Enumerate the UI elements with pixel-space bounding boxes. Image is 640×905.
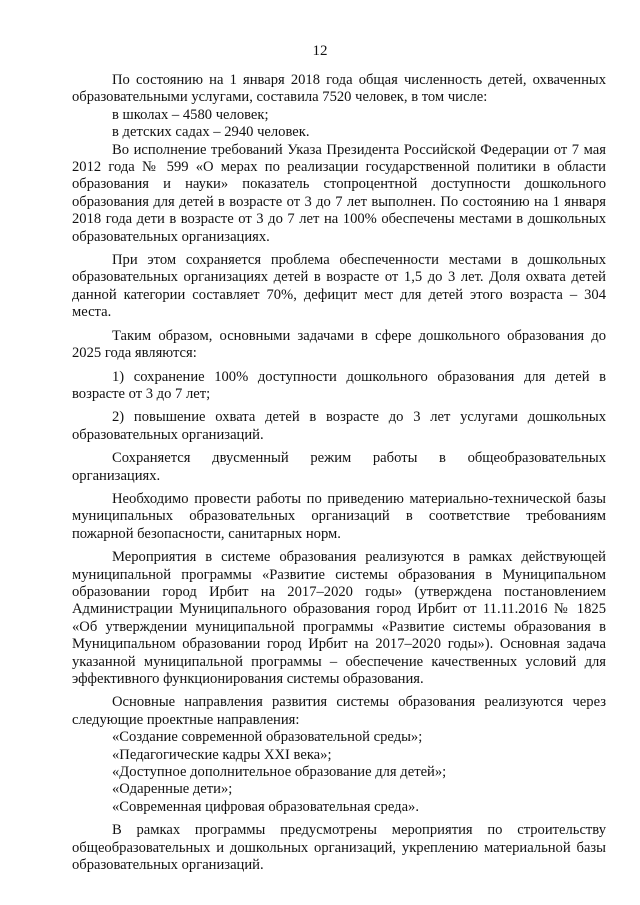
document-body: [72, 72, 606, 874]
list-item-task-1: 1) сохранение 100% доступности дошкольного образования для детей в возрасте от 3 до 7 лет;: [72, 368, 606, 402]
paragraph-problem: При этом сохраняется проблема обеспеченности местами в дошкольных образовательных организациях детей в возрасте от 1,5 до 3 лет. Доля охвата детей данной категории составляет 70%, дефицит мест для детей этого возраста – 304 места.: [72, 252, 606, 321]
list-item-direction-1: «Создание современной образовательной среды»;: [112, 729, 423, 746]
paragraph-construction: В рамках программы предусмотрены мероприятия по строительству общеобразовательных и дошкольных организаций, укреплению материальной базы образовательных организаций.: [72, 822, 606, 874]
paragraph-program: Мероприятия в системе образования реализуются в рамках действующей муниципальной программы «Развитие системы образования в Муниципальном образовании город Ирбит на 2017–2020 годы» (утверждена постановлением Администрации Муниципального образования город Ирбит от 11.11.2016 № 1825 «Об утверждении муниципальной программы «Развитие системы образования в Муниципальном образовании город Ирбит на 2017–2020 годы»). Основная задача указанной муниципальной программы – обеспечение качественных условий для эффективного функционирования системы образования.: [72, 549, 606, 687]
list-item-direction-3: «Доступное дополнительное образование для детей»;: [112, 764, 447, 781]
paragraph-directions-intro: Основные направления развития системы образования реализуются через следующие проектные направления:: [72, 694, 606, 728]
paragraph-material-base: Необходимо провести работы по приведению материально-технической базы муниципальных образовательных организаций в соответствие требованиям пожарной безопасности, санитарных норм.: [72, 490, 606, 542]
paragraph-tasks-intro: Таким образом, основными задачами в сфере дошкольного образования до 2025 года являются:: [72, 327, 606, 362]
list-item-direction-5: «Современная цифровая образовательная среда».: [112, 798, 419, 815]
list-item-kindergartens: в детских садах – 2940 человек.: [112, 124, 310, 141]
list-item-direction-4: «Одаренные дети»;: [112, 781, 233, 798]
list-item-task-2: 2) повышение охвата детей в возрасте до 3 лет услугами дошкольных образовательных организаций.: [72, 409, 606, 443]
list-item-schools: в школах – 4580 человек;: [112, 106, 269, 123]
list-item-direction-2: «Педагогические кадры XXI века»;: [112, 746, 332, 763]
paragraph-enrollment: По состоянию на 1 января 2018 года общая численность детей, охваченных образовательными услугами, составила 7520 человек, в том числе:: [72, 72, 606, 106]
paragraph-decree: Во исполнение требований Указа Президента Российской Федерации от 7 мая 2012 года № 599 «О мерах по реализации государственной политики в области образования и науки» показатель стопроцентной доступности дошкольного образования для детей в возрасте от 3 до 7 лет выполнен. По состоянию на 1 января 2018 года дети в возрасте от 3 до 7 лет на 100% обеспечены местами в дошкольных образовательных организациях.: [72, 141, 606, 245]
page-number: 12: [312, 43, 328, 59]
paragraph-two-shift: Сохраняется двусменный режим работы в общеобразовательных организациях.: [72, 450, 606, 484]
